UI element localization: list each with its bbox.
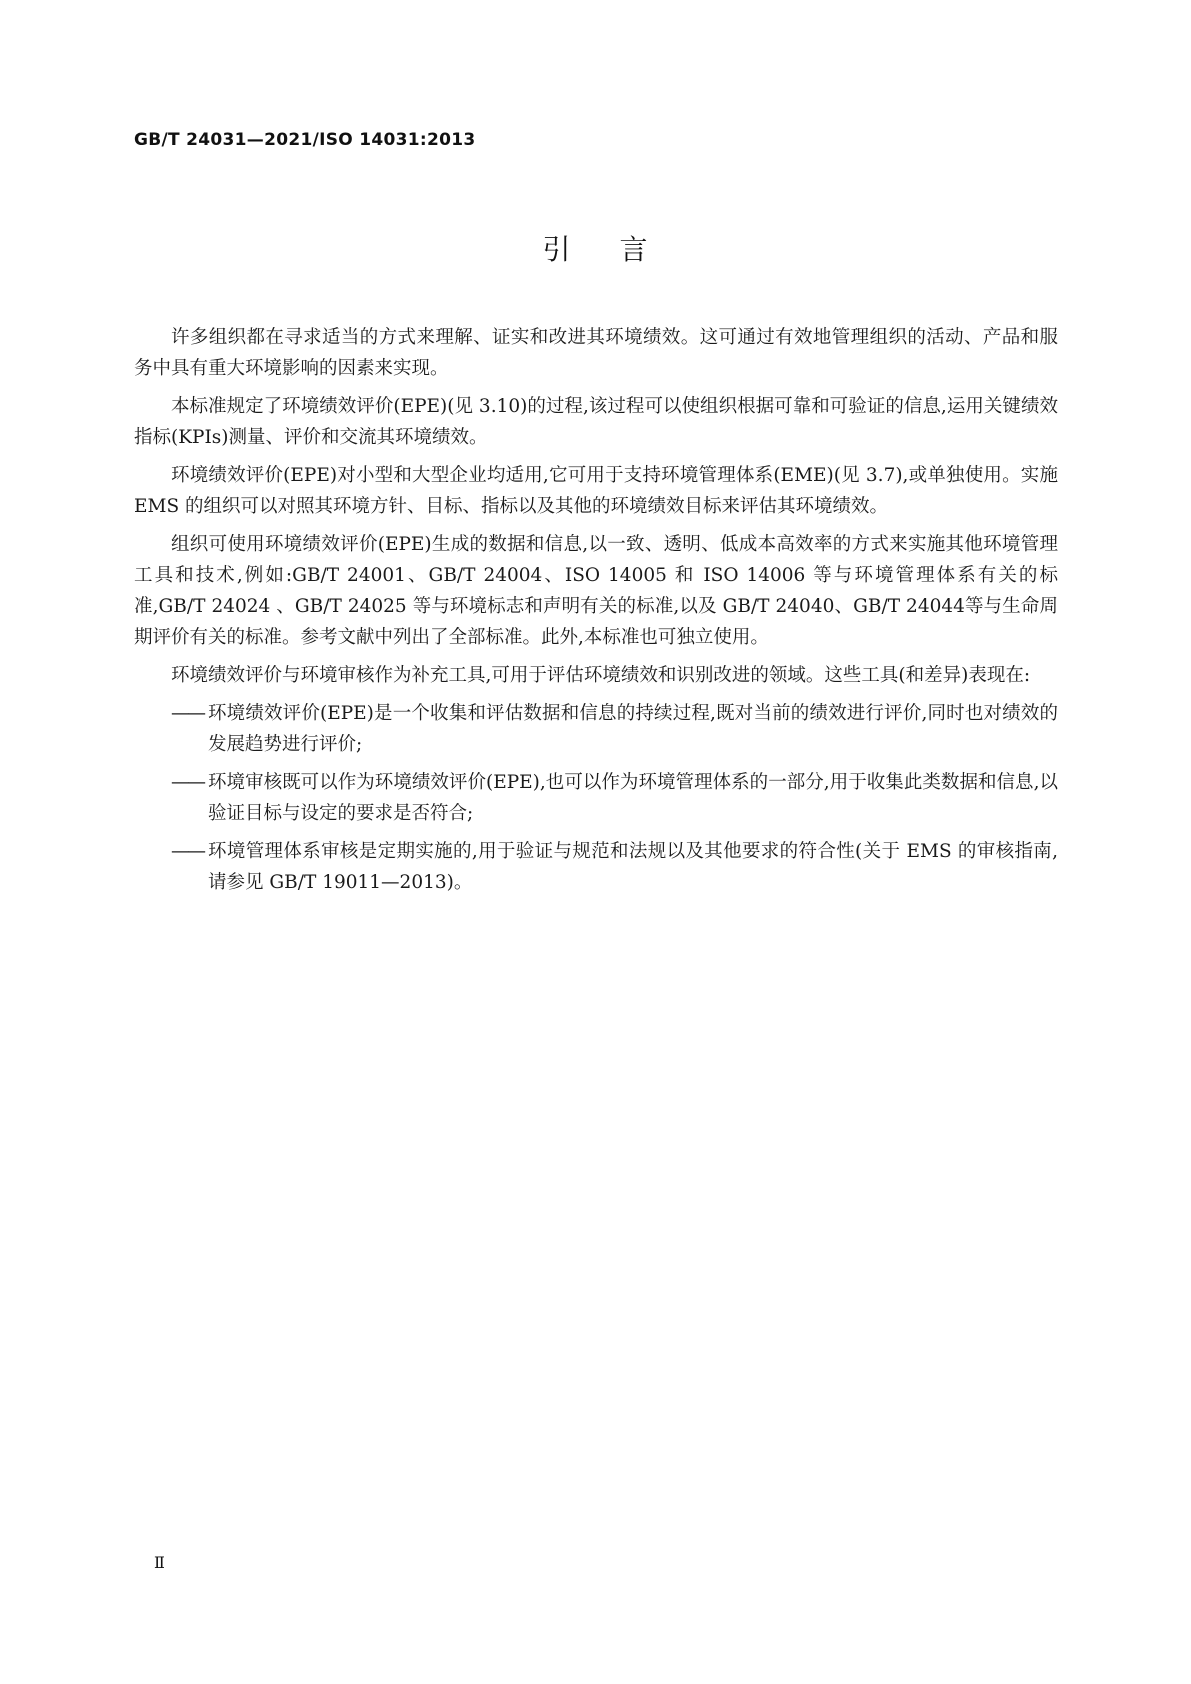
introduction-body [134, 322, 1058, 905]
page-title [0, 228, 1191, 268]
paragraph: 许多组织都在寻求适当的方式来理解、证实和改进其环境绩效。这可通过有效地管理组织的活动、产品和服务中具有重大环境影响的因素来实现。 [134, 327, 1058, 379]
list-dash: —— [171, 841, 204, 862]
list-item-text: 环境管理体系审核是定期实施的,用于验证与规范和法规以及其他要求的符合性(关于 EMS 的审核指南,请参见 GB/T 19011—2013)。 [208, 841, 1058, 893]
list-item [134, 698, 1058, 760]
list-item-text: 环境绩效评价(EPE)是一个收集和评估数据和信息的持续过程,既对当前的绩效进行评价,同时也对绩效的发展趋势进行评价; [208, 703, 1058, 755]
list-dash: —— [171, 772, 204, 793]
title-char-2: 言 [619, 233, 649, 266]
paragraph: 组织可使用环境绩效评价(EPE)生成的数据和信息,以一致、透明、低成本高效率的方式来实施其他环境管理工具和技术,例如:GB/T 24001、GB/T 24004、ISO 14005 和 ISO 14006 等与环境管理体系有关的标准,GB/T 24024 、GB/T 24025 等与环境标志和声明有关的标准,以及 GB/T 24040、GB/T 24044等与生命周期评价有关的标准。参考文献中列出了全部标准。此外,本标准也可独立使用。 [134, 534, 1058, 648]
page-number: Ⅱ [154, 1553, 165, 1572]
paragraph: 本标准规定了环境绩效评价(EPE)(见 3.10)的过程,该过程可以使组织根据可靠和可验证的信息,运用关键绩效指标(KPIs)测量、评价和交流其环境绩效。 [134, 396, 1058, 448]
list-item-text: 环境审核既可以作为环境绩效评价(EPE),也可以作为环境管理体系的一部分,用于收集此类数据和信息,以验证目标与设定的要求是否符合; [208, 772, 1058, 824]
paragraph: 环境绩效评价与环境审核作为补充工具,可用于评估环境绩效和识别改进的领域。这些工具(和差异)表现在: [171, 665, 1031, 686]
list-dash: —— [171, 703, 204, 724]
paragraph: 环境绩效评价(EPE)对小型和大型企业均适用,它可用于支持环境管理体系(EME)(见 3.7),或单独使用。实施 EMS 的组织可以对照其环境方针、目标、指标以及其他的环境绩效目标来评估其环境绩效。 [134, 465, 1058, 517]
list-item [134, 836, 1058, 898]
list-item [134, 767, 1058, 829]
title-char-1: 引 [542, 233, 572, 266]
standard-number-header: GB/T 24031—2021/ISO 14031:2013 [134, 130, 476, 150]
